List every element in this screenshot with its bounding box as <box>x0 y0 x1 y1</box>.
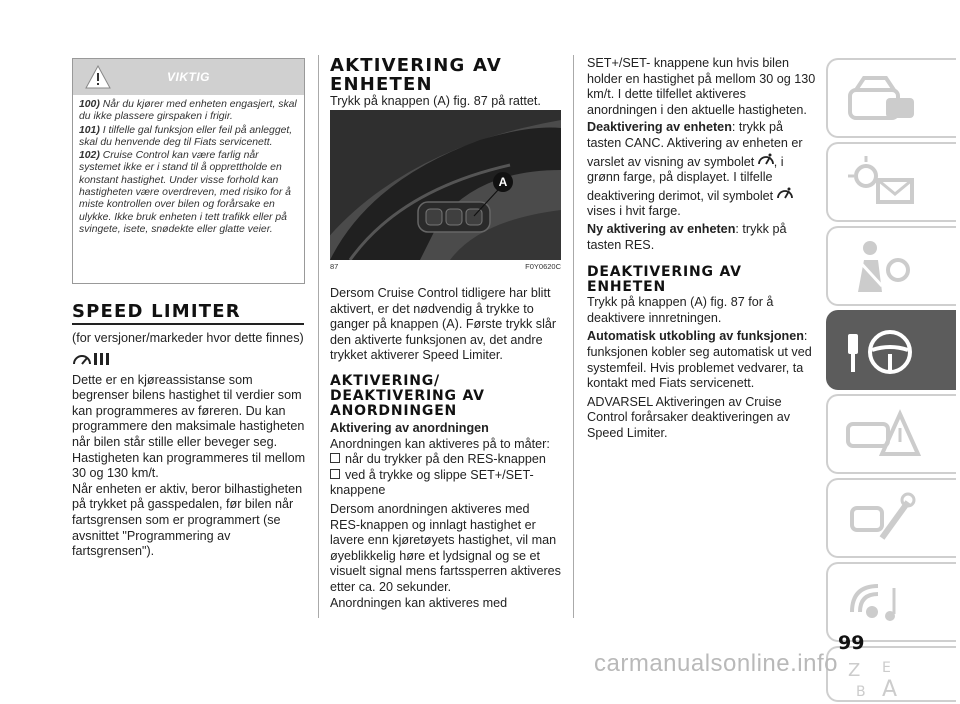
index-icon <box>842 656 922 704</box>
speed-limiter-heading: SPEED LIMITER <box>72 301 241 322</box>
tab-seatbelt-airbag[interactable] <box>826 226 956 306</box>
paragraph: Anordningen kan aktiveres med <box>330 595 508 610</box>
paragraph: Trykk på knappen (A) fig. 87 på rattet. <box>330 94 541 108</box>
speed-limiter-icon <box>777 186 793 200</box>
paragraph: Ny aktivering av enheten: trykk på tasten RES. <box>587 221 787 252</box>
column-divider <box>573 55 574 618</box>
figure-number: 87 <box>330 262 339 271</box>
tab-tools[interactable] <box>826 478 956 558</box>
warning-header <box>73 59 304 95</box>
paragraph: ADVARSEL Aktiveringen av Cruise Control forårsaker deaktiveringen av Speed Limiter. <box>587 394 791 440</box>
figure-caption <box>330 262 561 271</box>
speed-limiter-symbol-icon <box>72 350 112 368</box>
car-dashboard-icon <box>842 68 922 130</box>
steering-wheel-figure <box>330 110 561 260</box>
page-number: 99 <box>838 632 865 654</box>
heading-rule <box>72 323 304 325</box>
tab-key-steering-wheel[interactable] <box>826 310 956 390</box>
activation-deactivation-heading: AKTIVERING/ DEAKTIVERING AV ANORDNINGEN <box>330 372 485 419</box>
callout-label-a: A <box>498 175 508 189</box>
warning-item: 100) Når du kjører med enheten engasjert, skal du ikke plassere girspaken i frigir. <box>79 99 297 123</box>
warning-title: VIKTIG <box>166 70 210 84</box>
warning-item: 102) Cruise Control kan være farlig når systemet ikke er i stand til å opprettholde en konstant hastighet. Under visse forhold kan hastigheten være overdreven, med risiko for å miste kontrollen over bilen og forårsake en ulykke. Ikke bruk enheten i tett trafikk eller på svingete, isete, snødekte eller glatte veier. <box>79 150 291 235</box>
paragraph: Når enheten er aktiv, beror bilhastigheten på trykket på gasspedalen, før bilen når fartsgrensen som er programmert (se avsnittet "Programmering av fartsgrensen"). <box>72 481 303 559</box>
speed-limiter-icon <box>758 152 774 166</box>
svg-text:Z: Z <box>848 660 861 681</box>
bullet-icon <box>330 453 340 463</box>
column-2-top <box>330 56 562 110</box>
paragraph: SET+/SET- knappene kun hvis bilen holder en hastighet på mellom 30 og 130 km/t. I dette tilfellet aktiveres anordningen i den aktuelle hastigheten. <box>587 56 816 117</box>
column-3 <box>587 56 819 441</box>
availability-note: (for versjoner/markeder hvor dette finnes) <box>72 331 304 345</box>
multimedia-icon <box>842 572 922 634</box>
paragraph: Dersom anordningen aktiveres med RES-knappen og innlagt hastighet er lavere enn kjøretøyets hastighet, vil man øyeblikkelig høre et lydsignal og se et visuelt signal mens fartssperren aktiveres etter ca. 20 sekunder. <box>330 501 561 594</box>
figure-code: F0Y0620C <box>525 262 561 271</box>
key-steering-wheel-icon <box>842 320 922 382</box>
tab-car-dashboard[interactable] <box>826 58 956 138</box>
paragraph: Trykk på knappen (A) fig. 87 for å deaktivere innretningen. <box>587 295 774 325</box>
tab-index[interactable] <box>826 646 956 702</box>
column-divider <box>318 55 319 618</box>
warning-lights-icon <box>842 152 922 214</box>
svg-text:E: E <box>882 660 891 676</box>
bullet-icon <box>330 469 340 479</box>
column-2-bottom <box>330 286 562 611</box>
warning-box <box>72 58 305 284</box>
warning-item: 101) I tilfelle gal funksjon eller feil på anlegget, skal du henvende deg til Fiats servicenett. <box>79 124 293 148</box>
steering-wheel-illustration <box>330 110 561 260</box>
paragraph: Dette er en kjøreassistanse som begrenser bilens hastighet til verdier som kan programmeres av føreren. Du kan programmere den maksimale hastigheten når bilen står stille eller beveger seg. Hastigheten kan programmeres til mellom 30 og 130 km/t. <box>72 372 306 481</box>
seatbelt-airbag-icon <box>842 236 922 298</box>
svg-text:B: B <box>856 684 866 700</box>
paragraph: Deaktivering av enheten: trykk på tasten CANC. Aktivering av enheten er varslet av visning av symbolet , i grønn farge, på displayet. I tilfelle deaktivering derimot, vil symbolet vises i hvit farge. <box>587 120 803 219</box>
paragraph: Anordningen kan aktiveres på to måter: <box>330 436 550 451</box>
list-item: ved å trykke og slippe SET+/SET- knappene <box>330 467 534 498</box>
column-1 <box>72 302 306 560</box>
list-item: når du trykker på den RES-knappen <box>330 452 562 468</box>
tab-multimedia[interactable] <box>826 562 956 642</box>
tools-icon <box>842 488 922 550</box>
svg-text:A: A <box>882 677 898 702</box>
warning-triangle-icon <box>842 404 922 466</box>
warning-body <box>73 95 304 236</box>
paragraph: Dersom Cruise Control tidligere har blitt aktivert, er det nødvendig å trykke to ganger på knappen (A). Første trykk slår den aktiverte funksjonen av, det andre trykket aktiverer Speed Limiter. <box>330 286 557 363</box>
paragraph: Automatisk utkobling av funksjonen: funksjonen kobler seg automatisk ut ved systemfeil. Hvis problemet vedvarer, ta kontakt med Fiats servicenett. <box>587 329 812 391</box>
deactivation-heading: DEAKTIVERING AV ENHETEN <box>587 264 742 296</box>
tab-warning-triangle[interactable] <box>826 394 956 474</box>
activation-heading: AKTIVERING AV ENHETEN <box>330 55 502 95</box>
watermark: carmanualsonline.info <box>594 650 838 677</box>
tab-warning-lights[interactable] <box>826 142 956 222</box>
subheading: Aktivering av anordningen <box>330 420 489 435</box>
